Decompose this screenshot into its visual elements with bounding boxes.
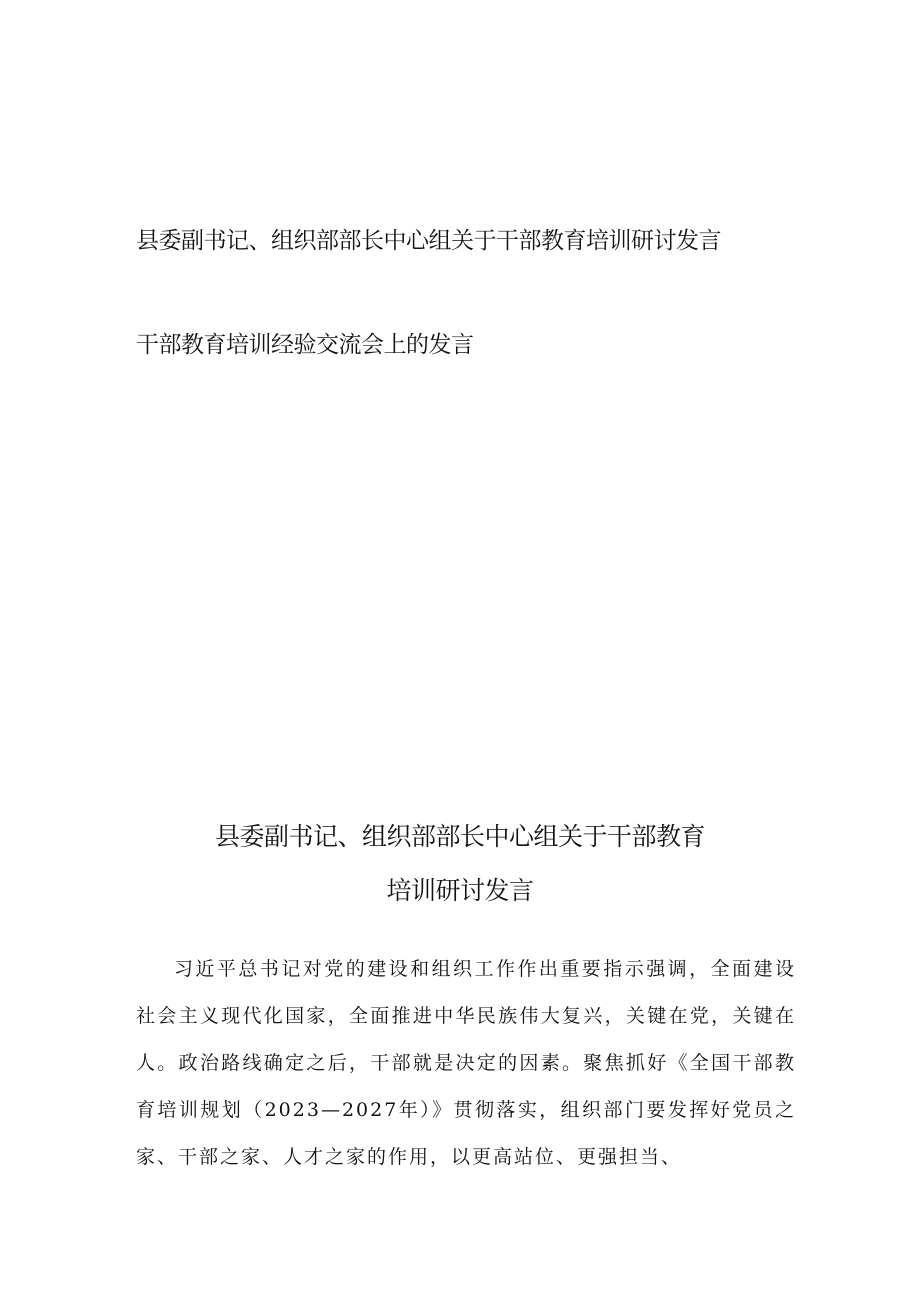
article-heading-line-1: 县委副书记、组织部部长中心组关于干部教育 — [214, 822, 705, 851]
article-heading-line-2: 培训研讨发言 — [386, 876, 534, 905]
cover-title-secondary: 干部教育培训经验交流会上的发言 — [136, 332, 474, 358]
article-paragraph: 习近平总书记对党的建设和组织工作作出重要指示强调，全面建设社会主义现代化国家，全面推进中华民族伟大复兴，关键在党，关键在人。政治路线确定之后，干部就是决定的因素。聚焦抓好《全国干部教育培训规划（2023—2027年）》贯彻落实，组织部门要发挥好党员之家、干部之家、人才之家的作用，以更高站位、更强担当、 — [136, 958, 796, 1168]
article-heading — [100, 810, 820, 918]
cover-title-primary: 县委副书记、组织部部长中心组关于干部教育培训研讨发言 — [136, 228, 721, 254]
